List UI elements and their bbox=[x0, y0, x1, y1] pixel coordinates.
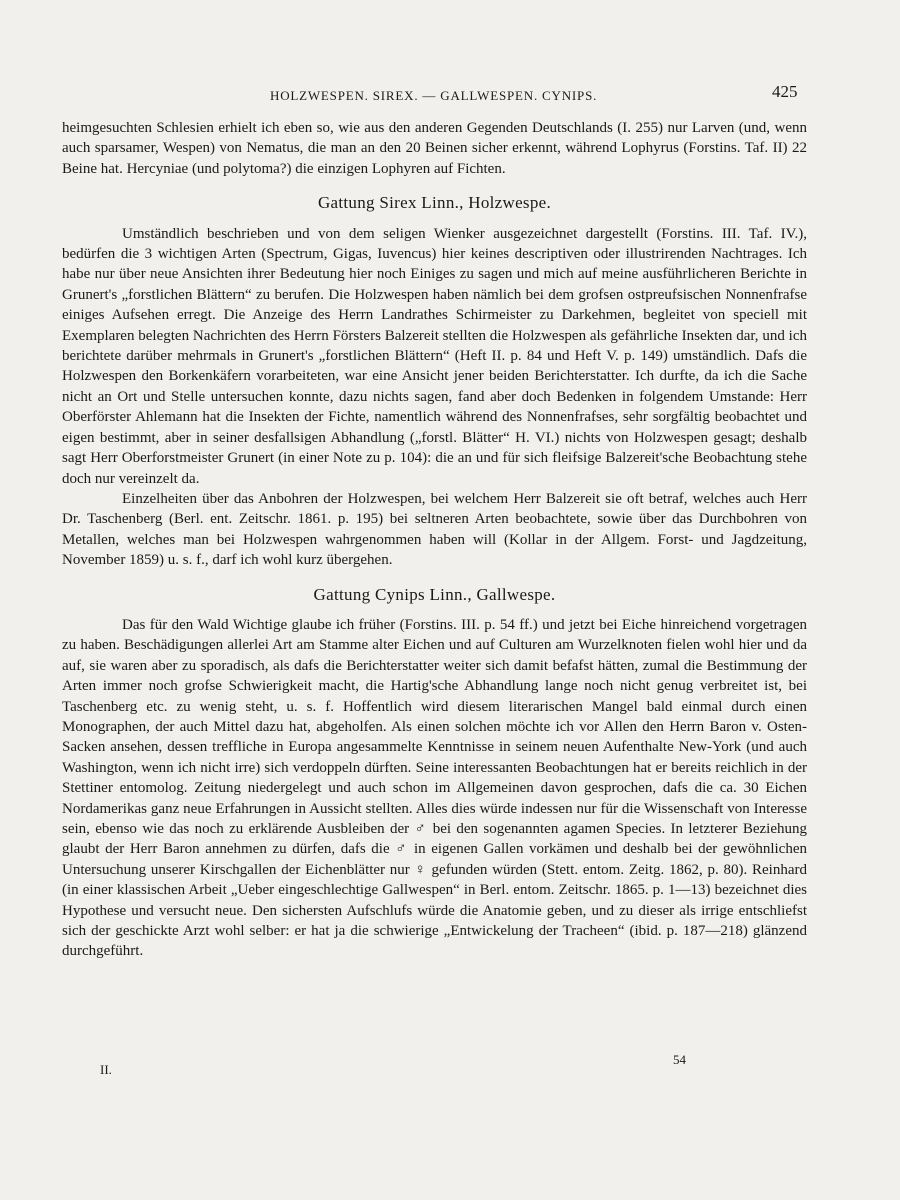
signature-label: II. bbox=[100, 1062, 112, 1077]
paragraph-sirex-2: Einzelheiten über das Anbohren der Holzwespen, bei welchem Herr Balzereit sie oft betraf, welches auch Herr Dr. Taschenberg (Berl. ent. Zeitschr. 1861. p. 195) bei seltneren Arten beobachtete, sowie über das Durchbohren von Metallen, welches man bei Holzwespen wahrgenommen haben will (Kollar in der Allgem. Forst- und Jagdzeitung, November 1859) u. s. f., darf ich wohl kurz übergehen. bbox=[62, 490, 807, 569]
running-head: HOLZWESPEN. SIREX. — GALLWESPEN. CYNIPS. bbox=[270, 88, 598, 103]
section-title-cynips: Gattung Cynips Linn., Gallwespe. bbox=[313, 584, 556, 604]
section-title-sirex: Gattung Sirex Linn., Holzwespe. bbox=[317, 193, 552, 213]
paragraph-sirex-1: Umständlich beschrieben und von dem seligen Wienker ausgezeichnet dargestellt (Forstins. III. Taf. IV.), bedürfen die 3 wichtigen Arten (Spectrum, Gigas, Iuvencus) hier keines descriptiven oder illustrirenden Nachtrages. Ich habe nur über neue Ansichten ihrer Bedeutung hier noch Einiges zu sagen und mich auf meine ausführlicheren Berichte in Grunert's „forstlichen Blättern“ zu berufen. Die Holzwespen haben nämlich bei dem grofsen ostpreufsischen Nonnenfrafse einiges Aufsehen erregt. Die Anzeige des Herrn Landrathes Schirmeister zu Darkehmen, begleitet von speciell mit Exemplaren belegten Nachrichten des Herrn Försters Balzereit stellten die Holzwespen als gefährliche Insekten dar, und ich berichtete darüber mehrmals in Grunert's „forstlichen Blättern“ (Heft II. p. 84 und Heft V. p. 149) umständlich. Dafs die Holzwespen den Borkenkäfern vorarbeiteten, war eine Ansicht jener beiden Berichterstatter. Ich durfte, da ich die Sache nicht an Ort und Stelle untersuchen konnte, dazu nichts sagen, fand aber doch Bedenken in folgendem Umstande: Herr Oberförster Ahlemann hat die Insekten der Fichte, namentlich während des Nonnenfrafses, sehr sorgfältig beobachtet und eigen bestimmt, aber in seiner desfallsigen Abhandlung („forstl. Blätter“ H. VI.) nichts von Holzwespen gesagt; deshalb sagt Herr Oberforstmeister Grunert (in einer Note zu p. 104): die an und für sich fleifsige Balzereit'sche Beobachtung stehe doch nur vereinzelt da. bbox=[62, 225, 807, 487]
signature-number: 54 bbox=[673, 1052, 686, 1067]
body-text bbox=[62, 118, 807, 962]
page-footer bbox=[0, 1052, 900, 1082]
paragraph-continuation: heimgesuchten Schlesien erhielt ich eben so, wie aus den anderen Gegenden Deutschlands (I. 255) nur Larven (und, wenn auch sparsamer, Wespen) von Nematus, die man an den 20 Beinen sicher erkennt, während Lophyrus (Forstins. Taf. II) 22 Beine hat. Hercyniae (und polytoma?) die einzigen Lophyren auf Fichten. bbox=[62, 120, 807, 177]
paragraph-cynips-1: Das für den Wald Wichtige glaube ich früher (Forstins. III. p. 54 ff.) und jetzt bei Eiche hinreichend vorgetragen zu haben. Beschädigungen allerlei Art am Stamme alter Eichen und auf Culturen am Wurzelknoten fielen wohl hier und da auf, sie waren aber zu sporadisch, als dafs die Berichterstatter weiter sich damit befafst hätten, zumal die Bestimmung der Arten immer noch grofse Schwierigkeit macht, die Hartig'sche Abhandlung lange noch nicht genug verbreitet ist, bei Taschenberg etc. zu wenig steht, u. s. f. Hoffentlich wird diesem literarischen Mangel bald einmal durch einen Monographen, der auch Mittel dazu hat, abgeholfen. Als einen solchen möchte ich vor Allen den Herrn Baron v. Osten-Sacken ansehen, dessen treffliche in Europa angesammelte Kenntnisse in seinem neuen Aufenthalte New-York (und auch Washington, wenn ich nicht irre) sich verdoppeln dürften. Seine interessanten Beobachtungen hat er bereits reichlich in der Stettiner entomolog. Zeitung niedergelegt und auch schon im Allgemeinen davon gesprochen, dafs die ca. 30 Eichen Nordamerikas ganz neue Erfahrungen in Aussicht stellten. Alles dies würde indessen nur für die Wissenschaft von Interesse sein, ebenso wie das noch zu erklärende Ausbleiben der ♂ bei den sogenannten agamen Species. In letzterer Beziehung glaubt der Herr Baron annehmen zu dürfen, dafs die ♂ in eigenen Gallen vorkämen und deshalb bei der gewöhnlichen Untersuchung unserer Kirschgallen der Eichenblätter nur ♀ gefunden würden (Stett. entom. Zeitg. 1862, p. 80). Reinhard (in einer klassischen Arbeit „Ueber eingeschlechtige Gallwespen“ in Berl. entom. Zeitschr. 1865. p. 1—13) bezeichnet dies Hypothese und versucht neue. Den sichersten Aufschlufs würde die Anatomie geben, und zu dieser als irrige entschliefst sich der geschickte Arzt wohl selber: er hat ja die schwierige „Entwickelung der Tracheen“ (ibid. p. 187—218) glänzend durchgeführt. bbox=[62, 616, 807, 960]
page-number: 425 bbox=[772, 82, 798, 101]
page-header bbox=[0, 80, 900, 110]
